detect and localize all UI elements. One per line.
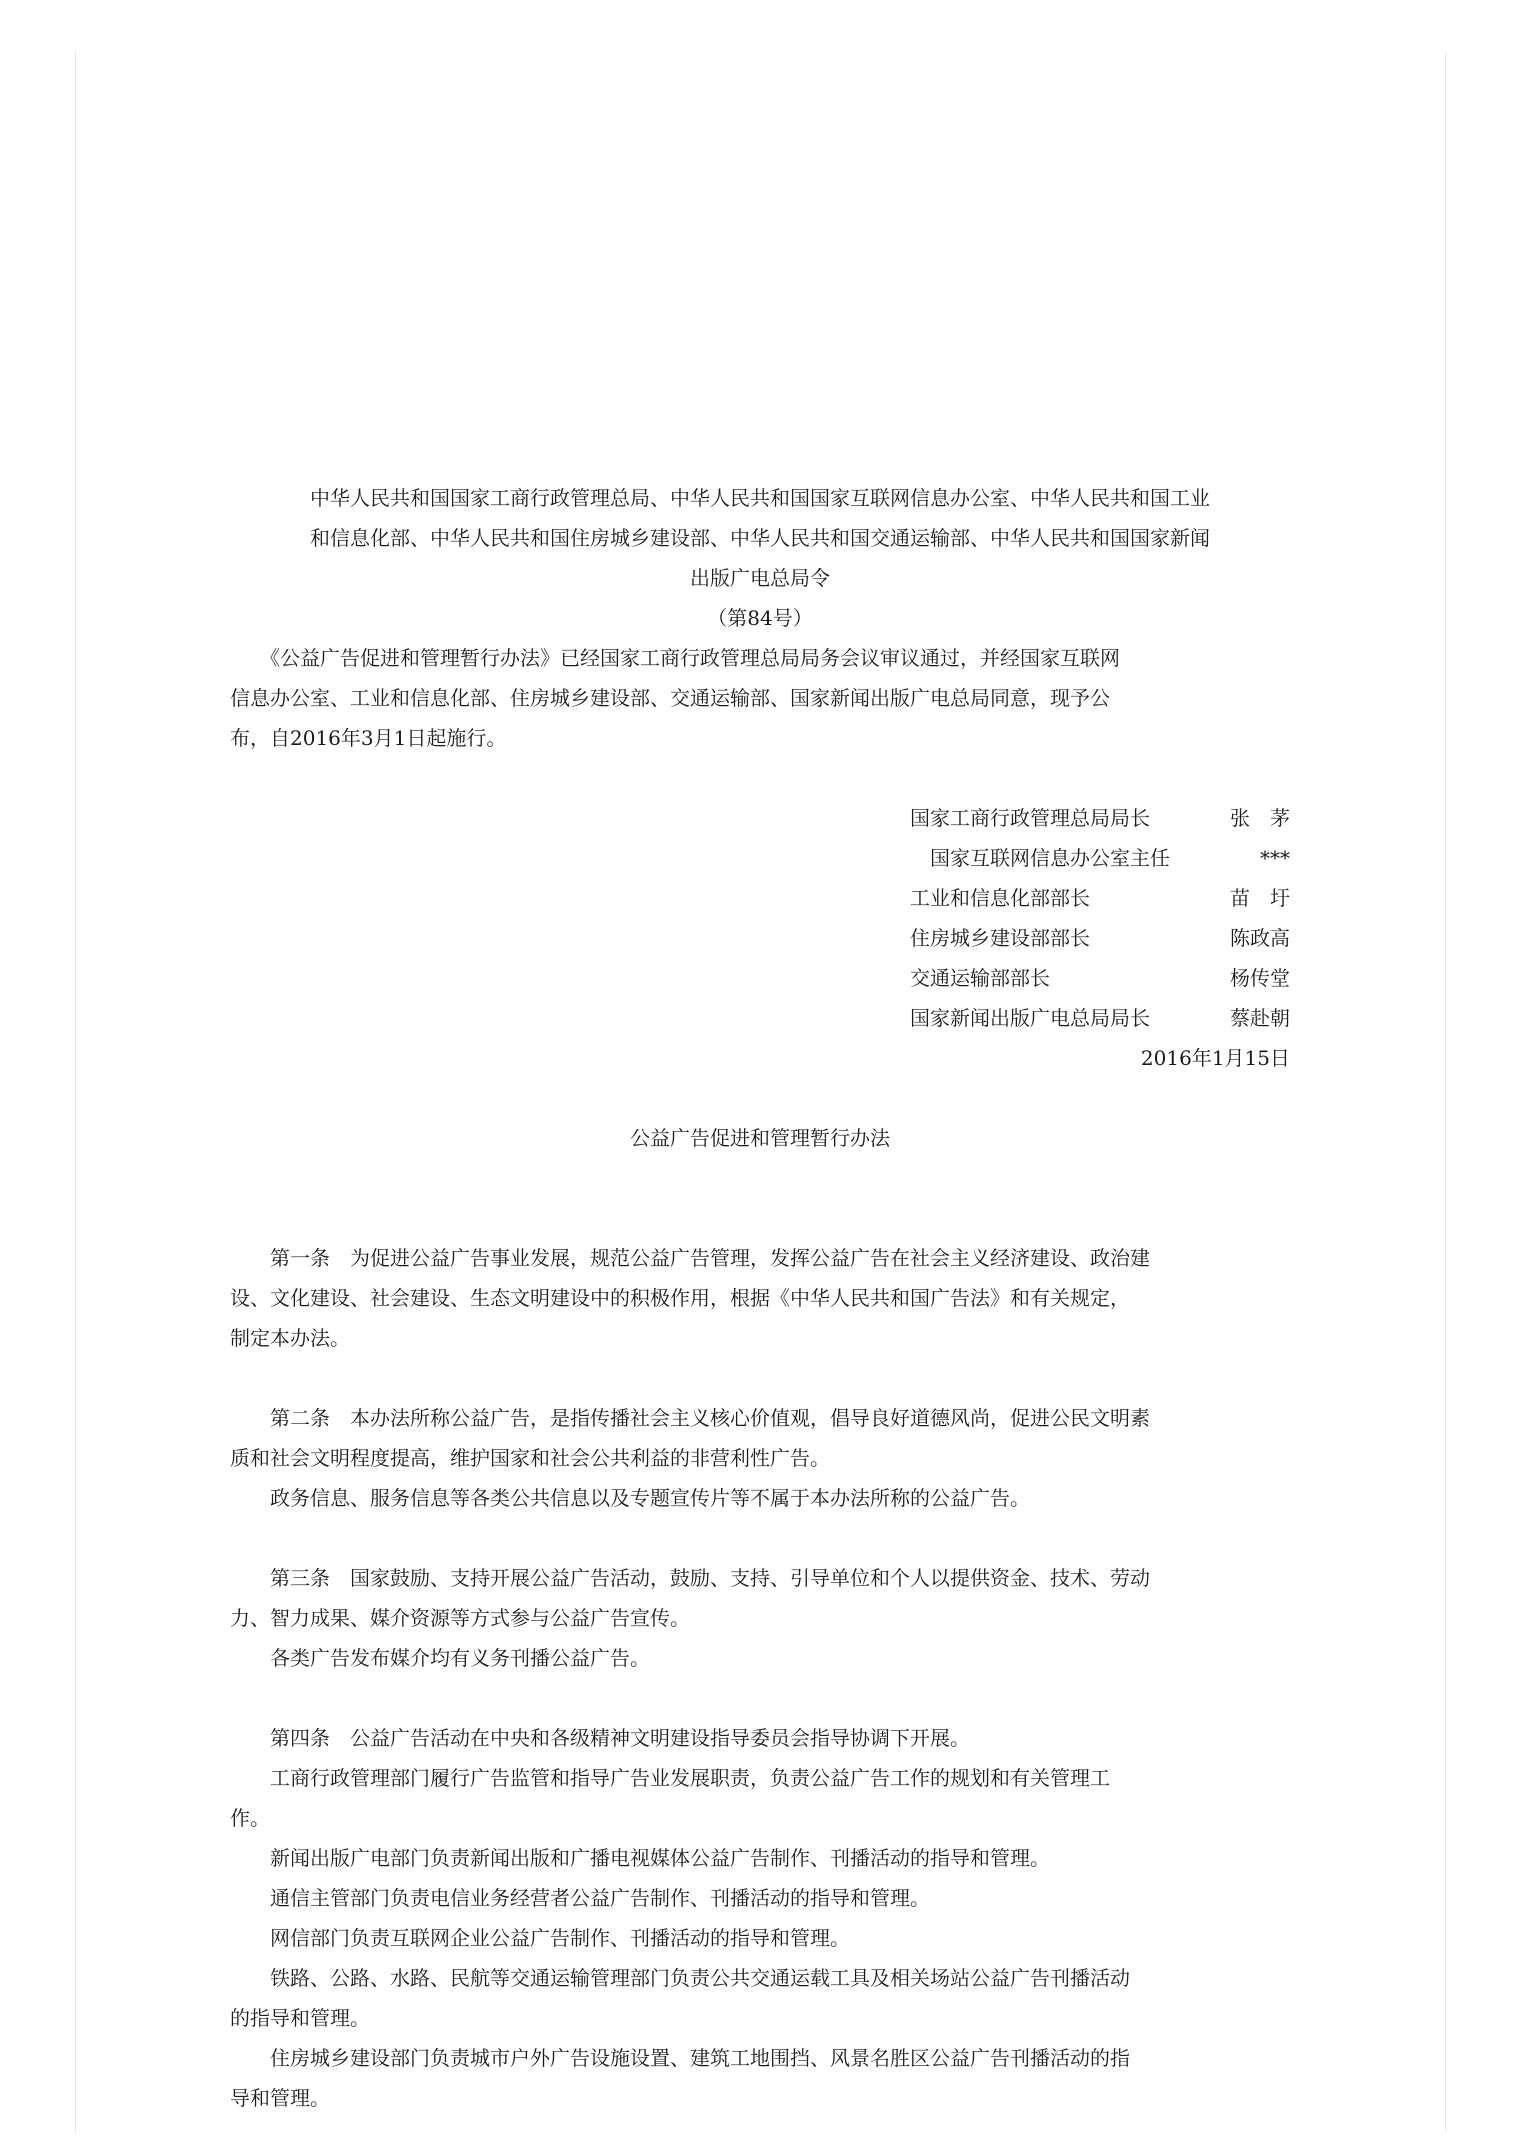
article-line: 的指导和管理。	[230, 2006, 370, 2030]
decree-header	[230, 478, 1290, 638]
signatory-row	[910, 998, 1290, 1038]
signatory-row	[910, 838, 1290, 878]
article-line: 工商行政管理部门履行广告监管和指导广告业发展职责，负责公益广告工作的规划和有关管理工	[230, 1766, 1110, 1790]
article-1	[230, 1238, 1290, 1358]
decree-number: （第84号）	[707, 606, 813, 630]
article-4	[230, 1718, 1290, 2118]
issuer-line: 中华人民共和国国家工商行政管理总局、中华人民共和国国家互联网信息办公室、中华人民共和国工业	[310, 486, 1210, 510]
article-line: 第三条 国家鼓励、支持开展公益广告活动，鼓励、支持、引导单位和个人以提供资金、技术、劳动	[230, 1566, 1150, 1590]
article-line: 力、智力成果、媒介资源等方式参与公益广告宣传。	[230, 1606, 690, 1630]
signatory-title: 国家新闻出版广电总局局长	[910, 1006, 1150, 1030]
article-line: 质和社会文明程度提高，维护国家和社会公共利益的非营利性广告。	[230, 1446, 830, 1470]
article-line: 通信主管部门负责电信业务经营者公益广告制作、刊播活动的指导和管理。	[230, 1886, 930, 1910]
article-line: 网信部门负责互联网企业公益广告制作、刊播活动的指导和管理。	[230, 1926, 850, 1950]
article-line: 导和管理。	[230, 2086, 330, 2110]
issuer-line: 出版广电总局令	[690, 566, 830, 590]
article-2	[230, 1398, 1290, 1518]
signatory-row	[910, 918, 1290, 958]
article-line: 新闻出版广电部门负责新闻出版和广播电视媒体公益广告制作、刊播活动的指导和管理。	[230, 1846, 1050, 1870]
signatory-name: 杨传堂	[1230, 966, 1290, 990]
signatory-name: 陈政高	[1230, 926, 1290, 950]
signatory-title: 工业和信息化部部长	[910, 886, 1090, 910]
article-3	[230, 1558, 1290, 1678]
article-line: 铁路、公路、水路、民航等交通运输管理部门负责公共交通运载工具及相关场站公益广告刊播活动	[230, 1966, 1130, 1990]
signatory-title: 国家工商行政管理总局局长	[910, 806, 1150, 830]
article-line: 设、文化建设、社会建设、生态文明建设中的积极作用，根据《中华人民共和国广告法》和有关规定，	[230, 1286, 1130, 1310]
signatory-name: ***	[1260, 846, 1290, 870]
preamble-line: 布，自2016年3月1日起施行。	[230, 726, 507, 750]
article-line: 政务信息、服务信息等各类公共信息以及专题宣传片等不属于本办法所称的公益广告。	[230, 1486, 1030, 1510]
decree-date: 2016年1月15日	[1140, 1046, 1290, 1070]
signatory-title: 交通运输部部长	[910, 966, 1050, 990]
signatory-list	[910, 798, 1290, 1038]
signatory-title: 住房城乡建设部部长	[910, 926, 1090, 950]
signatory-row	[910, 958, 1290, 998]
signatory-title: 国家互联网信息办公室主任	[910, 846, 1170, 870]
article-line: 各类广告发布媒介均有义务刊播公益广告。	[230, 1646, 650, 1670]
article-line: 制定本办法。	[230, 1326, 350, 1350]
signatory-row	[910, 878, 1290, 918]
regulation-title: 公益广告促进和管理暂行办法	[630, 1126, 890, 1150]
signatory-name: 张 茅	[1230, 806, 1290, 830]
article-line: 作。	[230, 1806, 270, 1830]
issuer-line: 和信息化部、中华人民共和国住房城乡建设部、中华人民共和国交通运输部、中华人民共和国国家新闻	[310, 526, 1210, 550]
article-line: 第二条 本办法所称公益广告，是指传播社会主义核心价值观，倡导良好道德风尚，促进公民文明素	[230, 1406, 1150, 1430]
preamble-line: 信息办公室、工业和信息化部、住房城乡建设部、交通运输部、国家新闻出版广电总局同意，现予公	[230, 686, 1110, 710]
signatory-name: 苗 圩	[1230, 886, 1290, 910]
preamble-line: 《公益广告促进和管理暂行办法》已经国家工商行政管理总局局务会议审议通过，并经国家互联网	[230, 646, 1120, 670]
article-line: 住房城乡建设部门负责城市户外广告设施设置、建筑工地围挡、风景名胜区公益广告刊播活动的指	[230, 2046, 1130, 2070]
preamble	[230, 638, 1290, 758]
page-border-left	[75, 52, 76, 2132]
article-line: 第四条 公益广告活动在中央和各级精神文明建设指导委员会指导协调下开展。	[230, 1726, 970, 1750]
article-line: 第一条 为促进公益广告事业发展，规范公益广告管理，发挥公益广告在社会主义经济建设、政治建	[230, 1246, 1150, 1270]
signatory-name: 蔡赴朝	[1230, 1006, 1290, 1030]
signatory-row	[910, 798, 1290, 838]
page-border-right	[1445, 52, 1446, 2132]
